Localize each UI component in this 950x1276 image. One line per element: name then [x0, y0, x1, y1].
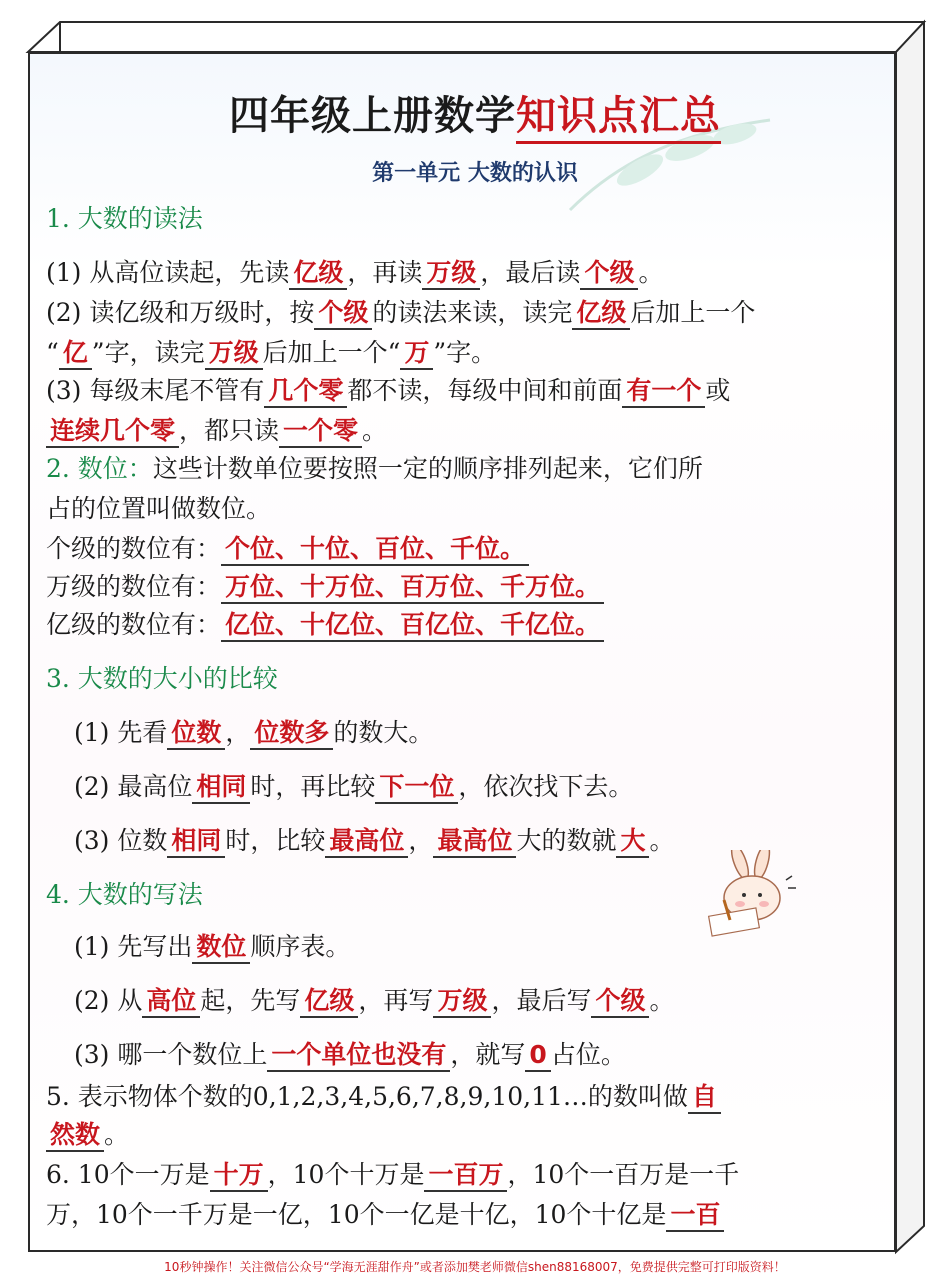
answer: 亿级	[572, 298, 630, 330]
answer: 十万	[210, 1160, 268, 1192]
s5-line-1	[46, 1082, 721, 1112]
answer: 个位、十位、百位、千位。	[221, 534, 529, 566]
answer: 亿	[59, 338, 92, 370]
text: “	[46, 338, 59, 367]
text: (1) 从高位读起，先读	[46, 258, 290, 287]
answer: 自	[688, 1082, 721, 1114]
title-black: 四年级上册数学	[229, 93, 516, 139]
answer: 亿位、十亿位、百亿位、千亿位。	[221, 610, 604, 642]
text: (3) 哪一个数位上	[74, 1040, 268, 1069]
answer: 相同	[167, 826, 225, 858]
answer: 个级	[591, 986, 649, 1018]
s1-line-2	[46, 298, 755, 328]
s2-line-5	[46, 610, 604, 640]
text: ，	[408, 826, 434, 855]
s4-line-2	[74, 986, 675, 1016]
s4-line-3	[74, 1040, 626, 1070]
text: 后加上一个	[630, 298, 756, 327]
text: 或	[705, 376, 731, 405]
bunny-writing-icon	[700, 850, 810, 940]
answer: 一百万	[424, 1160, 507, 1192]
page-title	[0, 84, 950, 141]
answer: 万级	[205, 338, 263, 370]
s6-line-1	[46, 1160, 739, 1190]
answer: 大	[616, 826, 649, 858]
text: 。	[638, 258, 664, 287]
answer: 有一个	[622, 376, 705, 408]
section-4-heading: 4. 大数的写法	[46, 880, 203, 909]
text: (3) 每级末尾不管有	[46, 376, 265, 405]
text: ，最后写	[491, 986, 592, 1015]
s3-line-3	[74, 826, 675, 856]
text: 都不读，每级中间和前面	[347, 376, 623, 405]
s2-line-3	[46, 534, 529, 564]
s4-line-1	[74, 932, 350, 962]
s1-line-1	[46, 258, 663, 288]
answer: 一个单位也没有	[267, 1040, 450, 1072]
s1-line-3	[46, 338, 496, 368]
text: (1) 先写出	[74, 932, 193, 961]
answer: 高位	[142, 986, 200, 1018]
answer: 位数多	[250, 718, 333, 750]
text: ，依次找下去。	[458, 772, 634, 801]
s5-line-2	[46, 1120, 129, 1150]
s3-line-1	[74, 718, 433, 748]
text: 亿级的数位有：	[46, 610, 222, 639]
answer: 亿级	[289, 258, 347, 290]
s2-line-1	[46, 454, 703, 484]
answer: 0	[525, 1040, 550, 1072]
text: 大的数就	[516, 826, 617, 855]
answer: 一百	[666, 1200, 724, 1232]
answer: 一个零	[279, 416, 362, 448]
text: ，再写	[358, 986, 434, 1015]
text: 6. 10个一万是	[46, 1160, 210, 1189]
text: 的读法来读，读完	[372, 298, 573, 327]
text: 起，先写	[200, 986, 301, 1015]
s2-line-2: 占的位置叫做数位。	[46, 494, 272, 523]
text: ”字，读完	[91, 338, 205, 367]
s6-line-2	[46, 1200, 724, 1230]
s1-line-5	[46, 416, 387, 446]
title-red: 知识点汇总	[516, 93, 721, 144]
text: ，	[225, 718, 251, 747]
text: (2) 最高位	[74, 772, 193, 801]
text: (1) 先看	[74, 718, 168, 747]
text: (2) 从	[74, 986, 143, 1015]
text: ，10个一百万是一千	[507, 1160, 740, 1189]
text: 万级的数位有：	[46, 572, 222, 601]
answer: 相同	[192, 772, 250, 804]
answer: 最高位	[325, 826, 408, 858]
text: 占位。	[550, 1040, 626, 1069]
footer-notice: 10秒钟操作！关注微信公众号“学海无涯甜作舟”或者添加樊老师微信shen88168007，免费提供完整可打印版资料！	[164, 1260, 786, 1274]
answer: 数位	[192, 932, 250, 964]
answer: 位数	[167, 718, 225, 750]
answer: 亿级	[300, 986, 358, 1018]
text: 。	[649, 986, 675, 1015]
answer: 万级	[433, 986, 491, 1018]
answer: 然数	[46, 1120, 104, 1152]
text: ，就写	[450, 1040, 526, 1069]
text: 的数大。	[333, 718, 434, 747]
text: 个级的数位有：	[46, 534, 222, 563]
text: ，最后读	[480, 258, 581, 287]
answer: 万	[400, 338, 433, 370]
text: 后加上一个“	[262, 338, 401, 367]
section-3-heading: 3. 大数的大小的比较	[46, 664, 278, 693]
section-2-heading: 2. 数位：	[46, 454, 153, 483]
answer: 个级	[580, 258, 638, 290]
text: ，都只读	[179, 416, 280, 445]
text: 时，比较	[225, 826, 326, 855]
s1-line-4	[46, 376, 730, 406]
text: 万，10个一千万是一亿，10个一亿是十亿，10个十亿是	[46, 1200, 667, 1229]
answer: 个级	[314, 298, 372, 330]
text: 这些计数单位要按照一定的顺序排列起来，它们所	[152, 454, 703, 483]
answer: 万位、十万位、百万位、千万位。	[221, 572, 604, 604]
answer: 最高位	[433, 826, 516, 858]
s3-line-2	[74, 772, 633, 802]
text: 。	[362, 416, 388, 445]
answer: 下一位	[375, 772, 458, 804]
unit-subtitle: 第一单元 大数的认识	[372, 161, 578, 186]
text: 顺序表。	[250, 932, 351, 961]
text: 。	[649, 826, 675, 855]
section-1-heading: 1. 大数的读法	[46, 204, 203, 233]
text: ，10个十万是	[267, 1160, 425, 1189]
answer: 几个零	[264, 376, 347, 408]
answer: 万级	[422, 258, 480, 290]
answer: 连续几个零	[46, 416, 179, 448]
text: ，再读	[347, 258, 423, 287]
text: (3) 位数	[74, 826, 168, 855]
s2-line-4	[46, 572, 604, 602]
text: 。	[104, 1120, 130, 1149]
text: 5. 表示物体个数的0,1,2,3,4,5,6,7,8,9,10,11…的数叫做	[46, 1082, 688, 1111]
text: 时，再比较	[250, 772, 376, 801]
text: (2) 读亿级和万级时，按	[46, 298, 315, 327]
text: ”字。	[433, 338, 497, 367]
